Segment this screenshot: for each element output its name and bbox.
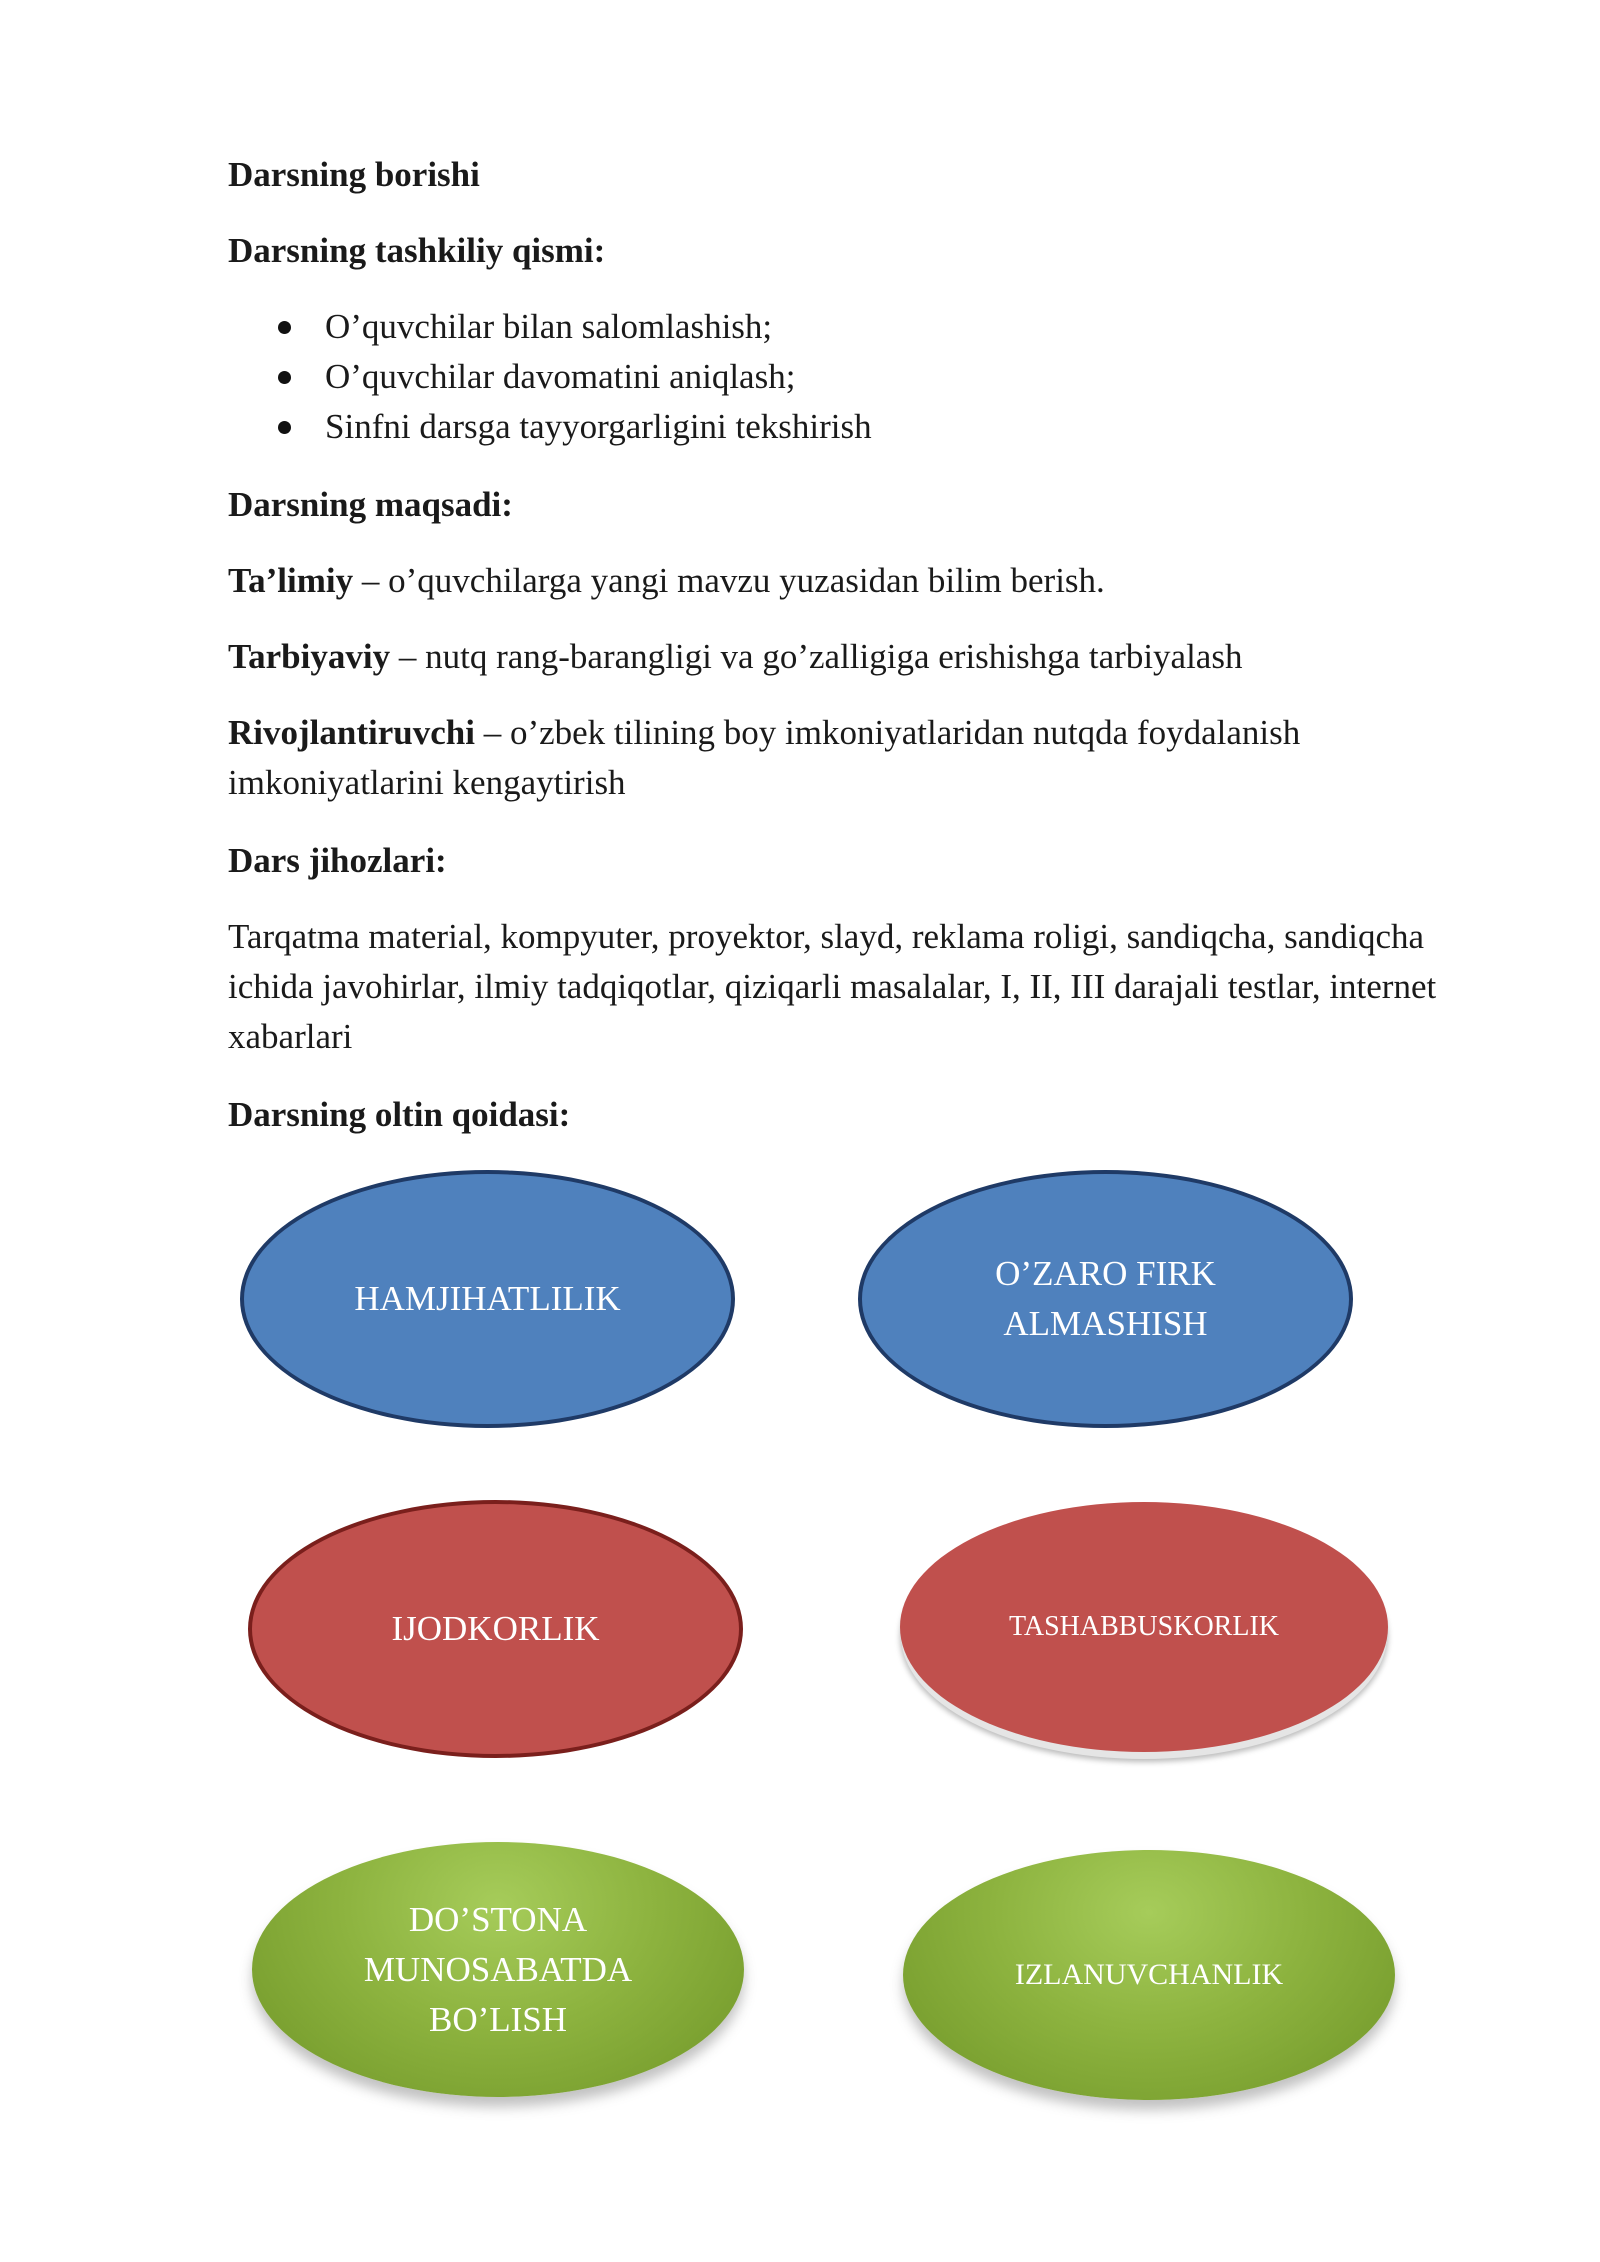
heading-jihozlari: Dars jihozlari:: [228, 841, 447, 880]
rule-oval-ozaro-firk: O’ZARO FIRK ALMASHISH: [858, 1170, 1353, 1428]
goal-tarbiyaviy: Tarbiyaviy – nutq rang-barangligi va go’zalligiga erishishga tarbiyalash: [228, 637, 1243, 676]
list-item: O’quvchilar davomatini aniqlash;: [228, 352, 872, 402]
goal-talimiy: Ta’limiy – o’quvchilarga yangi mavzu yuzasidan bilim berish.: [228, 561, 1105, 600]
goal-rivojlantiruvchi: Rivojlantiruvchi – o’zbek tilining boy imkoniyatlaridan nutqda foydalanish imkoniyatlarini kengaytirish: [228, 713, 1301, 802]
list-item: Sinfni darsga tayyorgarligini tekshirish: [228, 402, 872, 452]
list-item: O’quvchilar bilan salomlashish;: [228, 302, 872, 352]
heading-darsning-borishi: Darsning borishi: [228, 155, 480, 194]
rule-oval-izlanuvchanlik: IZLANUVCHANLIK: [903, 1850, 1395, 2100]
bullet-icon: [278, 421, 291, 434]
bullet-list: [228, 302, 872, 452]
rule-oval-dostona-munosabatda: DO’STONA MUNOSABATDA BO’LISH: [252, 1842, 744, 2097]
rule-oval-tashabbuskorlik: TASHABBUSKORLIK: [900, 1502, 1388, 1752]
bullet-icon: [278, 321, 291, 334]
heading-oltin-qoida: Darsning oltin qoidasi:: [228, 1095, 571, 1134]
heading-maqsadi: Darsning maqsadi:: [228, 485, 513, 524]
heading-tashkiliy-qismi: Darsning tashkiliy qismi:: [228, 231, 606, 270]
rule-oval-hamjihatlilik: HAMJIHATLILIK: [240, 1170, 735, 1428]
bullet-icon: [278, 371, 291, 384]
rule-oval-ijodkorlik: IJODKORLIK: [248, 1500, 743, 1758]
equipment-paragraph: Tarqatma material, kompyuter, proyektor, slayd, reklama roligi, sandiqcha, sandiqcha ichida javohirlar, ilmiy tadqiqotlar, qiziqarli masalalar, I, II, III darajali testlar, internet xabarlari: [228, 917, 1437, 1056]
